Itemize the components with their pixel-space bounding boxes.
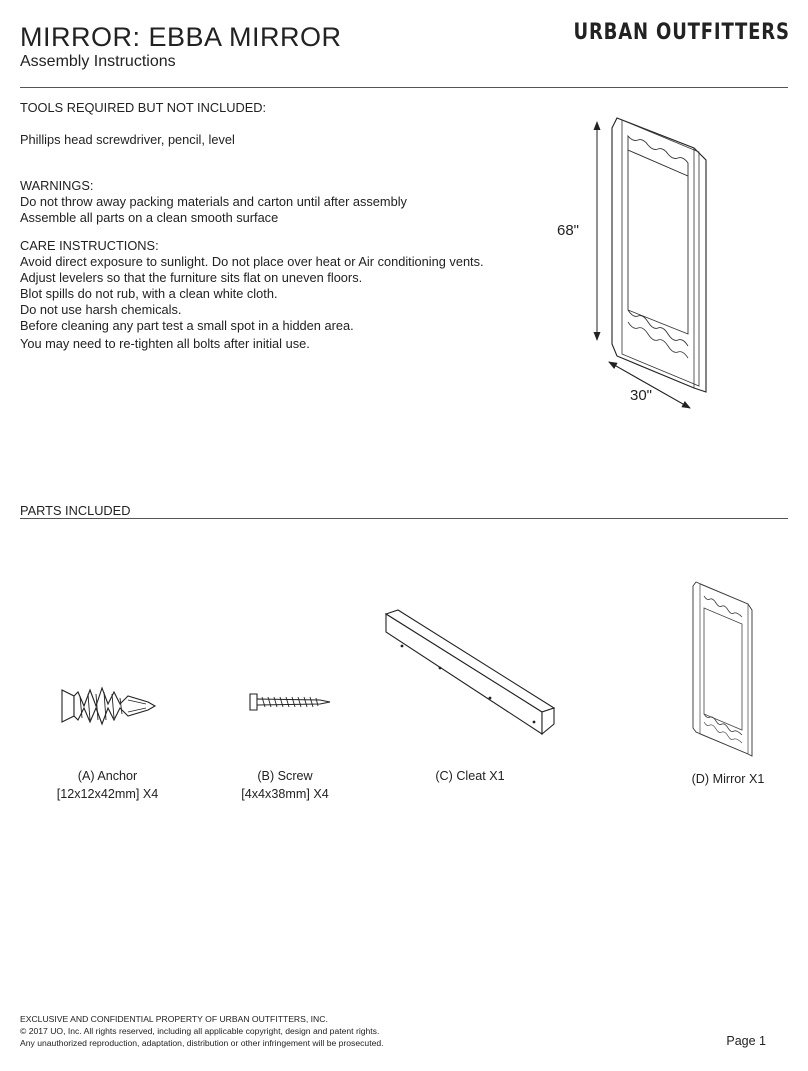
mirror-part-label xyxy=(678,770,778,788)
height-dimension-label: 68" xyxy=(557,222,580,239)
screw-name: (B) Screw xyxy=(257,769,313,783)
parts-heading xyxy=(20,503,130,519)
anchor-name: (A) Anchor xyxy=(77,769,138,783)
screw-spec: [4x4x38mm] X4 xyxy=(241,787,329,801)
mirror-part-name: (D) Mirror X1 xyxy=(691,772,765,786)
footer-line: © 2017 UO, Inc. All rights reserved, including all applicable copyright, design and patent rights. xyxy=(20,1026,380,1036)
screw-label xyxy=(230,767,340,803)
anchor-label xyxy=(40,767,175,803)
mirror-dimension-drawing xyxy=(0,0,808,520)
anchor-spec: [12x12x42mm] X4 xyxy=(56,787,159,801)
care-line: Avoid direct exposure to sunlight. Do not place over heat or Air conditioning vents. xyxy=(20,254,484,269)
mirror-part-illustration xyxy=(690,578,770,758)
footer-line: EXCLUSIVE AND CONFIDENTIAL PROPERTY OF URBAN OUTFITTERS, INC. xyxy=(20,1014,328,1024)
parts-heading-text: PARTS INCLUDED xyxy=(20,503,131,518)
tools-heading: TOOLS REQUIRED BUT NOT INCLUDED: xyxy=(20,100,267,115)
parts-divider xyxy=(20,518,788,519)
warning-line: Do not throw away packing materials and carton until after assembly xyxy=(20,194,407,209)
page-number: Page 1 xyxy=(726,1034,766,1048)
footer-legal xyxy=(20,1013,384,1049)
width-dimension-label: 30" xyxy=(630,387,653,404)
brand-logo: URBAN OUTFITTERS xyxy=(573,20,790,45)
care-line: Do not use harsh chemicals. xyxy=(20,302,182,317)
care-heading: CARE INSTRUCTIONS: xyxy=(20,238,159,253)
cleat-label xyxy=(420,767,520,785)
page-subtitle: Assembly Instructions xyxy=(20,53,176,70)
care-line: Blot spills do not rub, with a clean white cloth. xyxy=(20,286,278,301)
screw-illustration xyxy=(248,690,338,720)
page-title: MIRROR: EBBA MIRROR xyxy=(20,22,342,52)
warnings-heading: WARNINGS: xyxy=(20,178,94,193)
tools-text: Phillips head screwdriver, pencil, level xyxy=(20,132,235,147)
care-line: You may need to re-tighten all bolts after initial use. xyxy=(20,336,310,351)
care-line: Before cleaning any part test a small spot in a hidden area. xyxy=(20,318,354,333)
warning-line: Assemble all parts on a clean smooth surface xyxy=(20,210,279,225)
footer-line: Any unauthorized reproduction, adaptation, distribution or other infringement will be prosecuted. xyxy=(20,1038,384,1048)
care-line: Adjust levelers so that the furniture sits flat on uneven floors. xyxy=(20,270,363,285)
anchor-illustration xyxy=(58,682,168,732)
cleat-illustration xyxy=(380,608,570,748)
cleat-name: (C) Cleat X1 xyxy=(435,769,505,783)
